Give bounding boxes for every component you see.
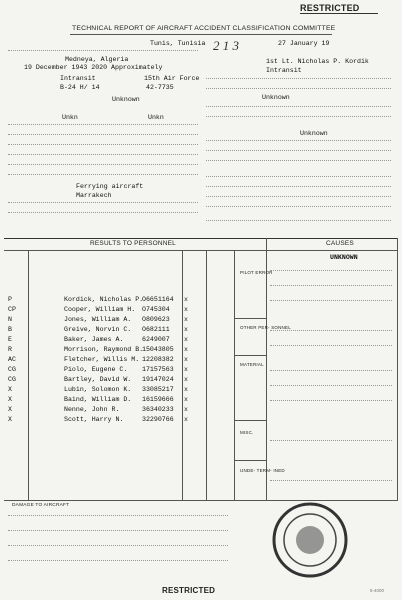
crew-name: Baker, James A. xyxy=(64,336,124,343)
restricted-stamp-bottom: RESTRICTED xyxy=(162,586,216,595)
crew-serial: O6651164 xyxy=(142,296,174,303)
table-row: B Greive, Norvin C. O682111 x xyxy=(8,326,188,333)
table-row: CG Bartley, David W. 19147024 x xyxy=(8,376,188,383)
table-row: X Nenne, John R. 36340233 x xyxy=(8,406,188,413)
crew-duty: N xyxy=(8,316,12,323)
personnel-section-title: RESULTS TO PERSONNEL xyxy=(90,240,176,247)
purpose-of-flight: Ferrying aircraft xyxy=(76,183,144,190)
accident-classification: Intransit xyxy=(60,75,96,82)
crew-duty: B xyxy=(8,326,12,333)
table-row: X Lubin, Solomon K. 33085217 x xyxy=(8,386,188,393)
table-row: P Kordick, Nicholas P. O6651164 x xyxy=(8,296,188,303)
air-force-unit: 15th Air Force xyxy=(144,75,200,82)
crew-serial: 19147024 xyxy=(142,376,174,383)
misc-label: MISC. xyxy=(240,430,254,435)
crew-serial: 12208382 xyxy=(142,356,174,363)
crew-name: Greive, Norvin C. xyxy=(64,326,132,333)
crew-name: Kordick, Nicholas P. xyxy=(64,296,144,303)
table-row: AC Fletcher, Willis M. 12208382 x xyxy=(8,356,188,363)
accident-location: Medneya, Algeria xyxy=(65,56,129,63)
report-date: 27 January 19 xyxy=(278,40,330,47)
handwritten-number: 2 1 3 xyxy=(213,38,239,53)
crew-name: Nenne, John R. xyxy=(64,406,120,413)
crew-duty: P xyxy=(8,296,12,303)
pilot-status: Intransit xyxy=(266,67,302,74)
crew-name: Scott, Harry N. xyxy=(64,416,124,423)
crew-duty: X xyxy=(8,386,12,393)
crew-serial: O809623 xyxy=(142,316,170,323)
crew-name: Fletcher, Willis M. xyxy=(64,356,140,363)
crew-duty: X xyxy=(8,396,12,403)
official-seal-stamp xyxy=(270,500,350,580)
restricted-underline xyxy=(300,13,378,14)
table-row: X Baind, William D. 16159666 x xyxy=(8,396,188,403)
report-place: Tunis, Tunisia xyxy=(150,40,206,47)
accident-date-time: 19 December 1943 2020 Approximately xyxy=(24,64,163,71)
restricted-stamp-top: RESTRICTED xyxy=(300,3,360,13)
aircraft-serial: 42-7735 xyxy=(146,84,174,91)
pilot-error-label: PILOT ERROR xyxy=(240,270,273,275)
title-rule xyxy=(70,34,332,35)
crew-duty: R xyxy=(8,346,12,353)
crew-duty: X xyxy=(8,416,12,423)
crew-duty: E xyxy=(8,336,12,343)
right-remarks: Unknown xyxy=(262,94,290,101)
table-row: E Baker, James A. 6249007 x xyxy=(8,336,188,343)
right-remarks-2: Unknown xyxy=(300,130,328,137)
crew-serial: 15043805 xyxy=(142,346,174,353)
weather-status: Unkn xyxy=(148,114,164,121)
crew-name: Bartley, David W. xyxy=(64,376,132,383)
table-row: N Jones, William A. O809623 x xyxy=(8,316,188,323)
crew-duty: AC xyxy=(8,356,16,363)
crew-name: Piolo, Eugene C. xyxy=(64,366,128,373)
crew-serial: 17157563 xyxy=(142,366,174,373)
table-row: CP Cooper, William H. O745304 x xyxy=(8,306,188,313)
flight-destination: Marrakech xyxy=(76,192,112,199)
crew-serial: O745304 xyxy=(142,306,170,313)
crew-name: Jones, William A. xyxy=(64,316,132,323)
cause-value: UNKNOWN xyxy=(330,254,358,261)
crew-serial: O682111 xyxy=(142,326,170,333)
pilot-name: 1st Lt. Nicholas P. Kordik xyxy=(266,58,369,65)
engine-status: Unkn xyxy=(62,114,78,121)
aircraft-type: B-24 H/ 14 xyxy=(60,84,100,91)
damage-label: DAMAGE TO AIRCRAFT xyxy=(12,503,70,508)
form-number: 5-4000 xyxy=(370,588,385,593)
table-row: X Scott, Harry N. 32290766 x xyxy=(8,416,188,423)
crew-name: Cooper, William H. xyxy=(64,306,136,313)
undetermined-label: UNDE- TERM- INED xyxy=(240,468,285,473)
crew-name: Morrison, Raymond B. xyxy=(64,346,144,353)
crew-serial: 6249007 xyxy=(142,336,170,343)
crew-serial: 36340233 xyxy=(142,406,174,413)
crew-duty: X xyxy=(8,406,12,413)
material-label: MATERIAL xyxy=(240,362,264,367)
crew-duty: CG xyxy=(8,366,16,373)
crew-duty: CP xyxy=(8,306,16,313)
table-row: R Morrison, Raymond B. 15043805 x xyxy=(8,346,188,353)
table-row: CG Piolo, Eugene C. 17157563 x xyxy=(8,366,188,373)
other-personnel-label: OTHER PER- SONNEL xyxy=(240,325,291,330)
crew-name: Lubin, Solomon K. xyxy=(64,386,132,393)
crew-serial: 16159666 xyxy=(142,396,174,403)
crew-name: Baind, William D. xyxy=(64,396,132,403)
damage-cause: Unknown xyxy=(112,96,140,103)
causes-header: CAUSES xyxy=(326,240,354,247)
crew-serial: 32290766 xyxy=(142,416,174,423)
crew-serial: 33085217 xyxy=(142,386,174,393)
crew-duty: CG xyxy=(8,376,16,383)
report-title: TECHNICAL REPORT OF AIRCRAFT ACCIDENT CLASSIFICATION COMMITTEE xyxy=(72,25,336,32)
